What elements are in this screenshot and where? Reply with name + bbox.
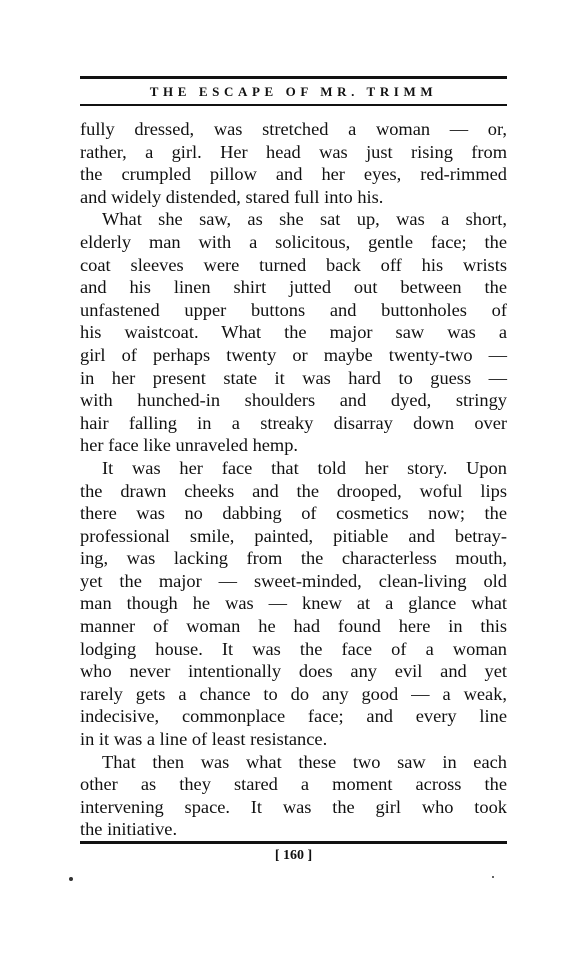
text-line: That then was what these two saw in each <box>102 751 507 772</box>
body-text <box>80 118 507 841</box>
page-number: [ 160 ] <box>274 848 313 863</box>
text-line: manner of woman he had found here in this <box>80 616 507 637</box>
text-line: rarely gets a chance to do any good — a weak, <box>80 683 507 704</box>
bottom-rule <box>80 841 507 844</box>
text-line: other as they stared a moment across the <box>80 774 507 795</box>
text-line: lodging house. It was the face of a woman <box>80 638 507 659</box>
print-speck <box>492 876 494 878</box>
text-line: her face like unraveled hemp. <box>80 435 299 456</box>
text-line: intervening space. It was the girl who took <box>80 796 507 817</box>
text-line: the initiative. <box>80 819 178 840</box>
text-line: there was no dabbing of cosmetics now; the <box>80 503 507 524</box>
text-line: his waistcoat. What the major saw was a <box>80 322 507 343</box>
text-line: in it was a line of least resistance. <box>80 729 328 750</box>
text-line: with hunched-in shoulders and dyed, stringy <box>80 390 507 411</box>
print-speck <box>69 877 73 881</box>
text-line: the drawn cheeks and the drooped, woful lips <box>80 480 507 501</box>
text-line: ing, was lacking from the characterless mouth, <box>80 548 507 569</box>
text-line: who never intentionally does any evil and yet <box>80 661 507 682</box>
text-line: in her present state it was hard to guess — <box>80 367 507 388</box>
text-line: man though he was — knew at a glance what <box>80 593 507 614</box>
text-line: What she saw, as she sat up, was a short, <box>102 209 507 230</box>
text-line: indecisive, commonplace face; and every line <box>80 706 507 727</box>
text-line: fully dressed, was stretched a woman — or, <box>80 119 507 139</box>
text-line: yet the major — sweet-minded, clean-living old <box>80 570 507 591</box>
text-line: the crumpled pillow and her eyes, red-rimmed <box>80 164 507 185</box>
text-line: hair falling in a streaky disarray down over <box>80 412 507 433</box>
header-rule <box>80 104 507 106</box>
text-line: professional smile, painted, pitiable and betray- <box>80 525 507 546</box>
text-line: unfastened upper buttons and buttonholes of <box>80 299 507 320</box>
text-line: and widely distended, stared full into his. <box>80 186 384 207</box>
text-line: coat sleeves were turned back off his wrists <box>80 254 507 275</box>
text-line: It was her face that told her story. Upon <box>102 457 507 478</box>
top-rule <box>80 76 507 79</box>
text-line: elderly man with a solicitous, gentle face; the <box>80 231 507 252</box>
text-line: girl of perhaps twenty or maybe twenty-two — <box>80 344 507 365</box>
text-line: rather, a girl. Her head was just rising from <box>80 141 507 162</box>
running-head: THE ESCAPE OF MR. TRIMM <box>149 84 438 99</box>
text-line: and his linen shirt jutted out between the <box>80 277 507 298</box>
